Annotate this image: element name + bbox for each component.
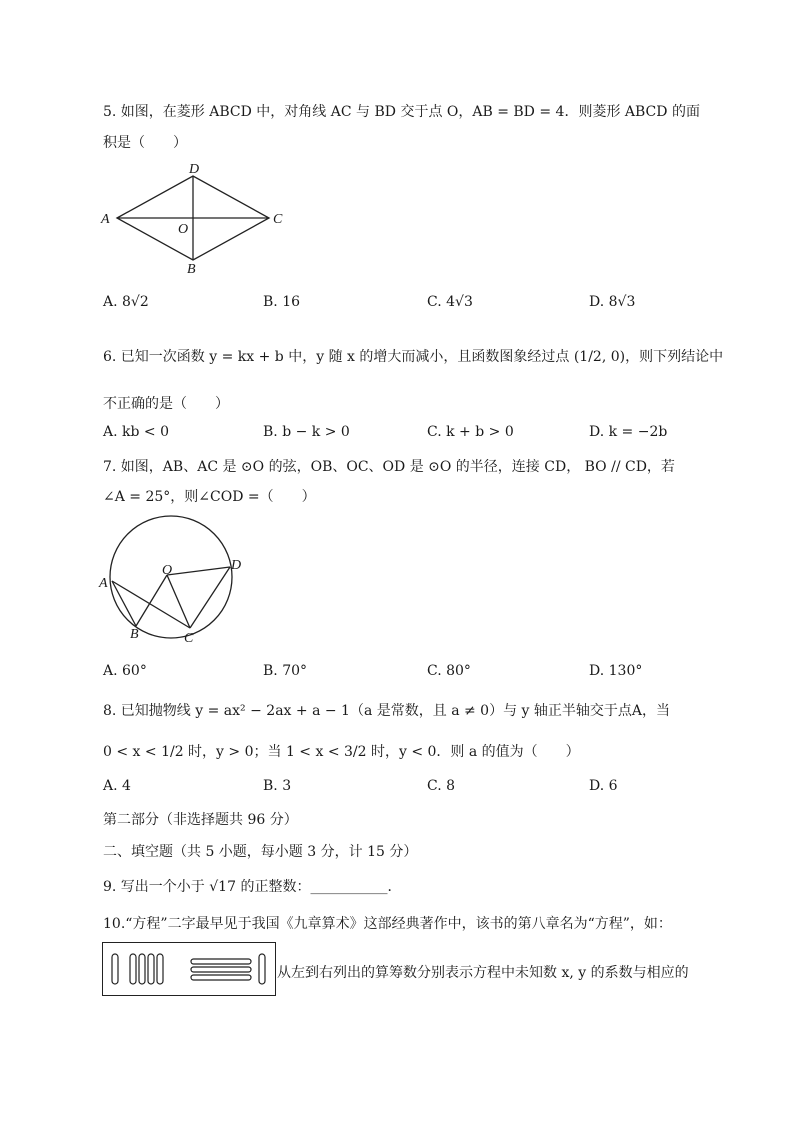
q8-option-c[interactable]: C. 8	[427, 778, 456, 794]
rhombus-label-a: A	[101, 212, 110, 227]
q5-option-c[interactable]: C. 4√3	[427, 294, 473, 310]
q5-option-a[interactable]: A. 8√2	[103, 294, 149, 310]
q6-option-a[interactable]: A. kb < 0	[103, 424, 169, 440]
q8-option-d[interactable]: D. 6	[589, 778, 618, 794]
q8-option-a[interactable]: A. 4	[103, 778, 131, 794]
q5-option-b[interactable]: B. 16	[263, 294, 301, 310]
rhombus-figure	[95, 155, 305, 280]
q10-line2: 从左到右列出的算筹数分别表示方程中未知数 x, y 的系数与相应的	[277, 965, 689, 981]
q7-option-c[interactable]: C. 80°	[427, 663, 471, 679]
q7-line1: 7. 如图，AB、AC 是 ⊙O 的弦，OB、OC、OD 是 ⊙O 的半径，连接 CD， BO // CD，若	[103, 459, 675, 475]
q7-line2: ∠A = 25°，则∠COD =（ ）	[103, 489, 316, 505]
q8-line1: 8. 已知抛物线 y = ax² − 2ax + a − 1（a 是常数，且 a ≠ 0）与 y 轴正半轴交于点A，当	[103, 703, 670, 719]
q5-line2: 积是（ ）	[103, 135, 187, 151]
rhombus-label-c: C	[273, 212, 283, 227]
circle-label-b: B	[130, 627, 139, 642]
counting-rods-figure	[102, 942, 276, 996]
q7-option-b[interactable]: B. 70°	[263, 663, 308, 679]
q8-option-b[interactable]: B. 3	[263, 778, 292, 794]
section-heading: 二、填空题（共 5 小题，每小题 3 分，计 15 分）	[103, 844, 418, 860]
q9-line: 9. 写出一个小于 √17 的正整数：___________．	[103, 879, 402, 895]
q5-line1: 5. 如图，在菱形 ABCD 中，对角线 AC 与 BD 交于点 O，AB = BD = 4．则菱形 ABCD 的面	[103, 104, 700, 120]
q7-option-d[interactable]: D. 130°	[589, 663, 643, 679]
q6-line1: 6. 已知一次函数 y = kx + b 中，y 随 x 的增大而减小，且函数图象经过点 (1/2, 0)，则下列结论中	[103, 349, 724, 365]
q6-option-b[interactable]: B. b − k > 0	[263, 424, 350, 440]
rhombus-label-o: O	[178, 222, 189, 237]
q6-option-d[interactable]: D. k = −2b	[589, 424, 668, 440]
q8-line2: 0 < x < 1/2 时，y > 0；当 1 < x < 3/2 时，y < 0．则 a 的值为（ ）	[103, 744, 580, 760]
q6-line2: 不正确的是（ ）	[103, 396, 229, 412]
q6-option-c[interactable]: C. k + b > 0	[427, 424, 514, 440]
rhombus-label-b: B	[187, 262, 196, 277]
circle-label-c: C	[184, 631, 194, 646]
rhombus-label-d: D	[189, 162, 200, 177]
circle-figure	[95, 515, 255, 650]
q5-option-d[interactable]: D. 8√3	[589, 294, 636, 310]
circle-label-o: O	[162, 563, 173, 578]
part-two-heading: 第二部分（非选择题共 96 分）	[103, 812, 298, 828]
q10-line1: 10.“方程”二字最早见于我国《九章算术》这部经典著作中，该书的第八章名为“方程”，如：	[103, 916, 672, 932]
counting-rods-icon	[103, 943, 275, 995]
circle-label-a: A	[99, 576, 108, 591]
circle-label-d: D	[231, 558, 242, 573]
q7-option-a[interactable]: A. 60°	[103, 663, 147, 679]
